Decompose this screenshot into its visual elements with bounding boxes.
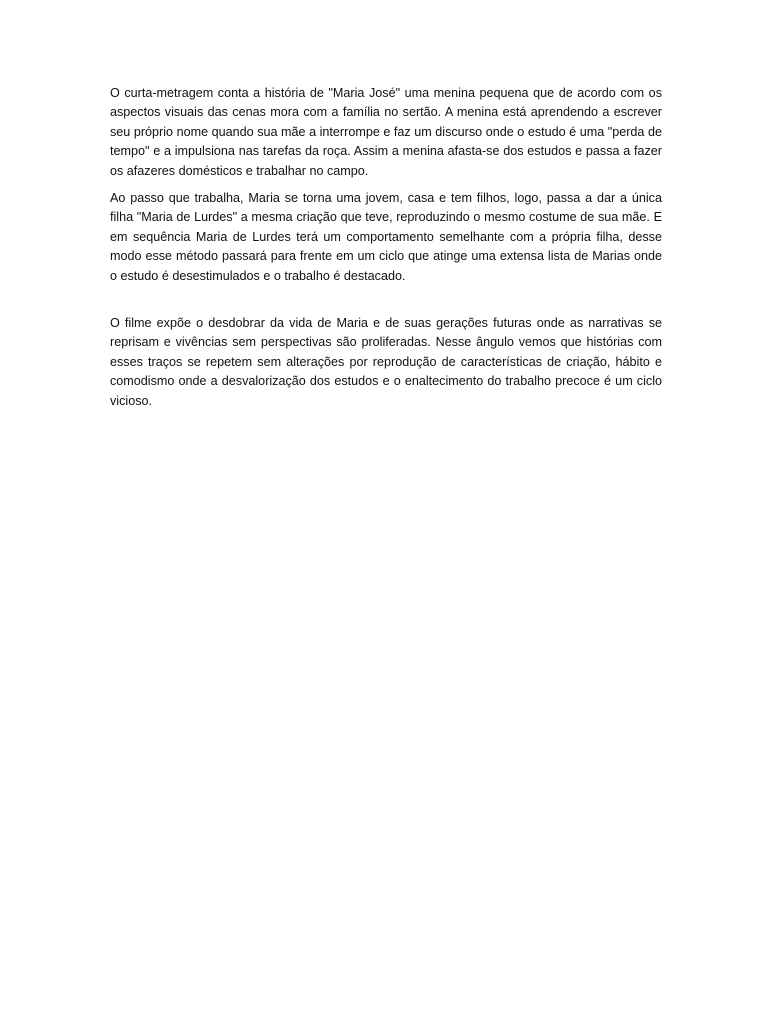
paragraph-2: Ao passo que trabalha, Maria se torna uma jovem, casa e tem filhos, logo, passa a dar a única filha "Maria de Lurdes" a mesma criação que teve, reproduzindo o mesmo costume de sua mãe. E em sequência Maria de Lurdes terá um comportamento semelhante com a própria filha, desse modo esse método passará para frente em um ciclo que atinge uma extensa lista de Marias onde o estudo é desestimulados e o trabalho é destacado. [110, 191, 662, 283]
paragraph-3: O filme expõe o desdobrar da vida de Maria e de suas gerações futuras onde as narrativas se reprisam e vivências sem perspectivas são proliferadas. Nesse ângulo vemos que histórias com esses traços se repetem sem alterações por reprodução de características de criação, hábito e comodismo onde a desvalorização dos estudos e o enaltecimento do trabalho precoce é um ciclo vicioso. [110, 316, 662, 408]
paragraph-1: O curta-metragem conta a história de "Maria José" uma menina pequena que de acordo com os aspectos visuais das cenas mora com a família no sertão. A menina está aprendendo a escrever seu próprio nome quando sua mãe a interrompe e faz um discurso onde o estudo é uma "perda de tempo" e a impulsiona nas tarefas da roça. Assim a menina afasta-se dos estudos e passa a fazer os afazeres domésticos e trabalhar no campo. [110, 86, 662, 178]
document-body [110, 84, 662, 419]
